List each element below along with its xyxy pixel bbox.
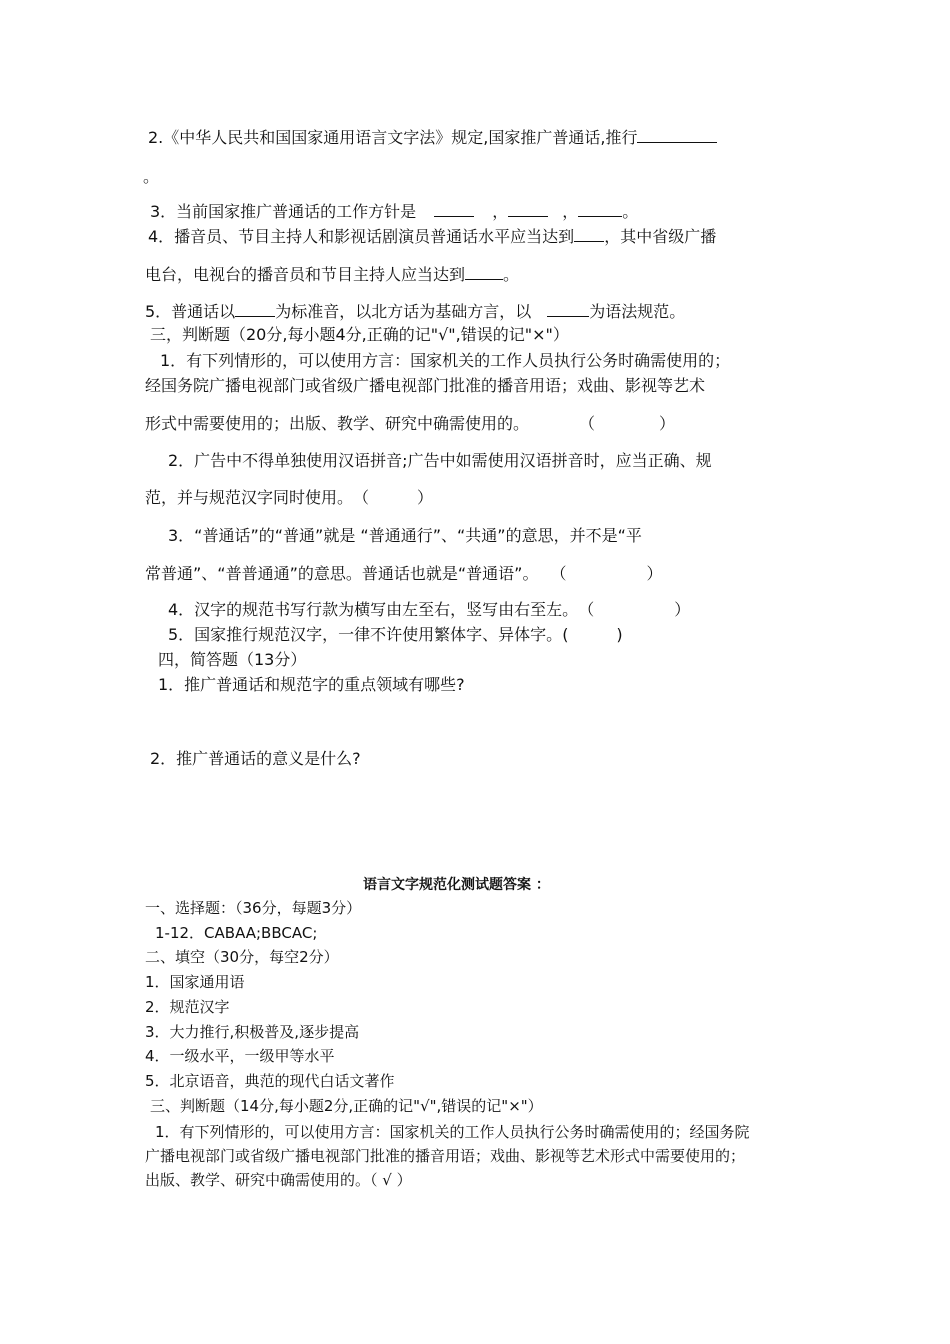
judge-q1-line2: 经国务院广播电视部门或省级广播电视部门批准的播音用语；戏曲、影视等艺术 bbox=[145, 376, 706, 395]
answer-sec2-heading: 二、填空（30分，每空2分） bbox=[145, 948, 339, 966]
fill-q3 bbox=[150, 201, 638, 223]
answer-sec3-heading: 三、判断题（14分,每小题2分,正确的记"√",错误的记"×"） bbox=[150, 1097, 543, 1115]
fill-q3-sep1: ， bbox=[492, 202, 509, 221]
fill-q2-line1 bbox=[148, 127, 717, 149]
judge-q5-text: 5．国家推行规范汉字，一律不许使用繁体字、异体字。 bbox=[168, 625, 563, 644]
judge-q3-line2 bbox=[145, 563, 662, 585]
judge-heading: 三，判断题（20分,每小题4分,正确的记"√",错误的记"×"） bbox=[150, 325, 569, 344]
answer-blank[interactable] bbox=[235, 301, 275, 317]
fill-q3-sep2: ， bbox=[562, 202, 579, 221]
fill-q4-line1b: ，其中省级广播 bbox=[604, 227, 717, 246]
judge-q4-text: 4．汉字的规范书写行款为横写由左至右，竖写由右至左。 bbox=[168, 600, 579, 619]
fill-q5 bbox=[145, 301, 685, 323]
answer-blank[interactable] bbox=[637, 127, 717, 143]
answer-sec1-heading: 一、选择题：（36分，每题3分） bbox=[145, 899, 362, 917]
judge-q1-line1: 1．有下列情形的，可以使用方言：国家机关的工作人员执行公务时确需使用的； bbox=[160, 351, 731, 370]
answer-fill-2: 2．规范汉字 bbox=[145, 998, 230, 1016]
fill-q5-end: 为语法规范。 bbox=[589, 302, 686, 321]
fill-q4-line2-text: 电台，电视台的播音员和节目主持人应当达到 bbox=[145, 265, 466, 284]
answer-key-title: 语言文字规范化测试题答案 ： bbox=[363, 877, 550, 893]
fill-q5-mid1: 为标准音，以北方话为基础方言，以 bbox=[275, 302, 532, 321]
fill-q5-text: 5．普通话以 bbox=[145, 302, 236, 321]
fill-q4-line2 bbox=[145, 264, 519, 286]
answer-blank[interactable] bbox=[465, 264, 503, 280]
fill-q2-line2 bbox=[143, 166, 159, 188]
judge-q5 bbox=[168, 624, 623, 646]
answer-parenthesis[interactable]: ( ) bbox=[562, 625, 623, 644]
judge-q1-line3-text: 形式中需要使用的；出版、教学、研究中确需使用的。 bbox=[145, 414, 530, 433]
answer-fill-3: 3．大力推行,积极普及,逐步提高 bbox=[145, 1023, 360, 1041]
answer-sec1-answers: 1-12．CABAA;BBCAC; bbox=[155, 924, 318, 942]
short-answer-heading: 四，简答题（13分） bbox=[158, 650, 307, 669]
answer-blank[interactable] bbox=[434, 201, 474, 217]
answer-parenthesis[interactable]: （ ） bbox=[550, 564, 663, 583]
answer-judge-1-line1: 1．有下列情形的，可以使用方言：国家机关的工作人员执行公务时确需使用的；经国务院 bbox=[155, 1123, 750, 1141]
fill-q3-text: 3．当前国家推广普通话的工作方针是 bbox=[150, 202, 417, 221]
answer-blank[interactable] bbox=[578, 201, 622, 217]
judge-q1-line3 bbox=[145, 413, 675, 435]
answer-judge-1-line2: 广播电视部门或省级广播电视部门批准的播音用语；戏曲、影视等艺术形式中需要使用的； bbox=[145, 1147, 746, 1165]
answer-judge-1-line3: 出版、教学、研究中确需使用的。（ √ ） bbox=[145, 1171, 412, 1189]
answer-parenthesis[interactable]: （ ） bbox=[578, 600, 691, 619]
judge-q2-line2 bbox=[145, 487, 433, 509]
judge-q3-line1: 3．“普通话”的“普通”就是 “普通通行”、“共通”的意思，并不是“平 bbox=[168, 526, 642, 545]
fill-q4-line1-text: 4．播音员、节目主持人和影视话剧演员普通话水平应当达到 bbox=[148, 227, 575, 246]
fill-q2-text: 2.《中华人民共和国国家通用语言文字法》规定,国家推广普通话,推行 bbox=[148, 128, 638, 147]
fill-q4-line1 bbox=[148, 226, 716, 248]
answer-fill-1: 1．国家通用语 bbox=[145, 973, 245, 991]
short-answer-q1: 1．推广普通话和规范字的重点领域有哪些? bbox=[158, 675, 465, 694]
judge-q4 bbox=[168, 599, 690, 621]
fill-q4-end: 。 bbox=[503, 265, 520, 284]
short-answer-q2: 2．推广普通话的意义是什么? bbox=[150, 749, 361, 768]
answer-blank[interactable] bbox=[547, 301, 589, 317]
answer-blank[interactable] bbox=[574, 226, 604, 242]
judge-q2-line2-text: 范，并与规范汉字同时使用。 bbox=[145, 488, 354, 507]
answer-blank[interactable] bbox=[508, 201, 548, 217]
answer-fill-4: 4．一级水平，一级甲等水平 bbox=[145, 1047, 335, 1065]
fill-q3-end: 。 bbox=[622, 202, 639, 221]
fill-q2-end: 。 bbox=[143, 167, 160, 186]
judge-q3-line2-text: 常普通”、“普普通通”的意思。普通话也就是“普通语”。 bbox=[145, 564, 539, 583]
answer-fill-5: 5．北京语音，典范的现代白话文著作 bbox=[145, 1072, 395, 1090]
answer-parenthesis[interactable]: （ ） bbox=[579, 414, 676, 433]
answer-parenthesis[interactable]: （ ） bbox=[353, 488, 434, 507]
judge-q2-line1: 2．广告中不得单独使用汉语拼音;广告中如需使用汉语拼音时，应当正确、规 bbox=[168, 451, 712, 470]
